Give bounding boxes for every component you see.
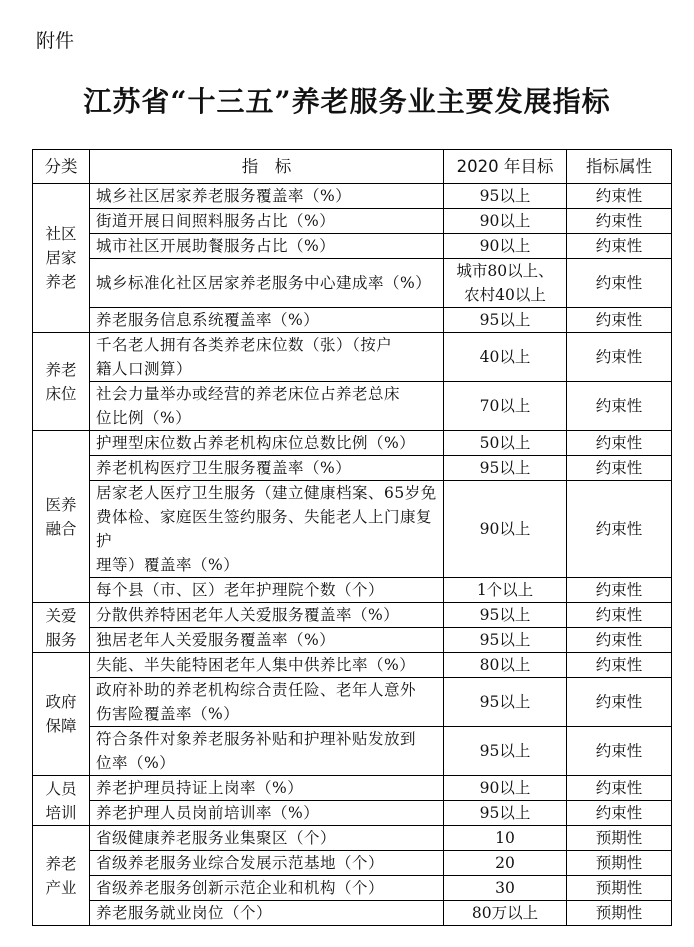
indicator-cell: 符合条件对象养老服务补贴和护理补贴发放到 位率（%）: [90, 727, 444, 776]
indicator-cell: 养老护理员持证上岗率（%）: [90, 776, 444, 801]
attribute-cell: 约束性: [567, 234, 672, 259]
table-row: [33, 826, 672, 851]
target-cell: 90以上: [444, 234, 567, 259]
table-row: [33, 259, 672, 308]
indicator-cell: 街道开展日间照料服务占比（%）: [90, 209, 444, 234]
indicator-cell: 养老机构医疗卫生服务覆盖率（%）: [90, 456, 444, 481]
target-cell: 95以上: [444, 801, 567, 826]
attribute-cell: 约束性: [567, 727, 672, 776]
attribute-cell: 约束性: [567, 578, 672, 603]
indicator-cell: 每个县（市、区）老年护理院个数（个）: [90, 578, 444, 603]
indicator-cell: 省级养老服务创新示范企业和机构（个）: [90, 876, 444, 901]
attribute-cell: 约束性: [567, 431, 672, 456]
target-cell: 90以上: [444, 481, 567, 578]
target-cell: 80以上: [444, 653, 567, 678]
table-row: [33, 653, 672, 678]
indicator-cell: 社会力量举办或经营的养老床位占养老总床 位比例（%）: [90, 382, 444, 431]
attribute-cell: 预期性: [567, 851, 672, 876]
target-cell: 城市80以上、 农村40以上: [444, 259, 567, 308]
table-row: [33, 308, 672, 333]
target-cell: 95以上: [444, 603, 567, 628]
target-cell: 50以上: [444, 431, 567, 456]
target-cell: 95以上: [444, 308, 567, 333]
attribute-cell: 预期性: [567, 826, 672, 851]
table-row: [33, 481, 672, 578]
category-cell: 养老 床位: [33, 333, 90, 431]
category-cell: 人员 培训: [33, 776, 90, 826]
attribute-cell: 约束性: [567, 333, 672, 382]
indicator-cell: 城市社区开展助餐服务占比（%）: [90, 234, 444, 259]
table-row: [33, 431, 672, 456]
target-cell: 40以上: [444, 333, 567, 382]
target-cell: 10: [444, 826, 567, 851]
category-cell: 社区 居家 养老: [33, 184, 90, 333]
attribute-cell: 约束性: [567, 603, 672, 628]
target-cell: 95以上: [444, 727, 567, 776]
category-cell: 政府 保障: [33, 653, 90, 776]
header-category: 分类: [33, 150, 90, 184]
table-row: [33, 209, 672, 234]
table-row: [33, 727, 672, 776]
table-row: [33, 776, 672, 801]
target-cell: 90以上: [444, 776, 567, 801]
table-row: [33, 901, 672, 926]
indicator-cell: 护理型床位数占养老机构床位总数比例（%）: [90, 431, 444, 456]
attribute-cell: 约束性: [567, 184, 672, 209]
indicator-cell: 省级养老服务业综合发展示范基地（个）: [90, 851, 444, 876]
indicator-cell: 城乡标准化社区居家养老服务中心建成率（%）: [90, 259, 444, 308]
target-cell: 90以上: [444, 209, 567, 234]
attribute-cell: 约束性: [567, 382, 672, 431]
indicator-cell: 居家老人医疗卫生服务（建立健康档案、65岁免 费体检、家庭医生签约服务、失能老人上门康复护 理等）覆盖率（%）: [90, 481, 444, 578]
target-cell: 80万以上: [444, 901, 567, 926]
table-row: [33, 578, 672, 603]
table-row: [33, 603, 672, 628]
indicator-cell: 千名老人拥有各类养老床位数（张）（按户 籍人口测算）: [90, 333, 444, 382]
table-row: [33, 851, 672, 876]
attribute-cell: 预期性: [567, 901, 672, 926]
table-row: [33, 628, 672, 653]
attribute-cell: 约束性: [567, 776, 672, 801]
attribute-cell: 约束性: [567, 628, 672, 653]
table-row: [33, 678, 672, 727]
target-cell: 95以上: [444, 456, 567, 481]
attribute-cell: 约束性: [567, 456, 672, 481]
target-cell: 1个以上: [444, 578, 567, 603]
attribute-cell: 约束性: [567, 653, 672, 678]
table-header-row: [33, 150, 672, 184]
indicator-cell: 分散供养特困老年人关爱服务覆盖率（%）: [90, 603, 444, 628]
attribute-cell: 约束性: [567, 209, 672, 234]
indicator-cell: 养老服务信息系统覆盖率（%）: [90, 308, 444, 333]
header-target: 2020 年目标: [444, 150, 567, 184]
category-cell: 医养 融合: [33, 431, 90, 603]
table-row: [33, 801, 672, 826]
category-cell: 养老 产业: [33, 826, 90, 926]
attachment-label: 附件: [36, 30, 75, 52]
attribute-cell: 约束性: [567, 801, 672, 826]
attribute-cell: 预期性: [567, 876, 672, 901]
table-row: [33, 184, 672, 209]
indicator-cell: 失能、半失能特困老年人集中供养比率（%）: [90, 653, 444, 678]
indicator-cell: 养老护理人员岗前培训率（%）: [90, 801, 444, 826]
attribute-cell: 约束性: [567, 481, 672, 578]
table-row: [33, 456, 672, 481]
table-body: [33, 184, 672, 926]
table-row: [33, 876, 672, 901]
indicator-table: [32, 149, 672, 926]
indicator-cell: 城乡社区居家养老服务覆盖率（%）: [90, 184, 444, 209]
header-attribute: 指标属性: [567, 150, 672, 184]
target-cell: 95以上: [444, 678, 567, 727]
target-cell: 30: [444, 876, 567, 901]
indicator-cell: 养老服务就业岗位（个）: [90, 901, 444, 926]
target-cell: 20: [444, 851, 567, 876]
table-row: [33, 333, 672, 382]
header-indicator: 指 标: [90, 150, 444, 184]
indicator-cell: 独居老年人关爱服务覆盖率（%）: [90, 628, 444, 653]
target-cell: 95以上: [444, 184, 567, 209]
table-row: [33, 382, 672, 431]
document-title: 江苏省“十三五”养老服务业主要发展指标: [83, 85, 611, 118]
indicator-cell: 省级健康养老服务业集聚区（个）: [90, 826, 444, 851]
table-row: [33, 234, 672, 259]
attribute-cell: 约束性: [567, 308, 672, 333]
attribute-cell: 约束性: [567, 678, 672, 727]
target-cell: 70以上: [444, 382, 567, 431]
target-cell: 95以上: [444, 628, 567, 653]
attribute-cell: 约束性: [567, 259, 672, 308]
category-cell: 关爱 服务: [33, 603, 90, 653]
indicator-cell: 政府补助的养老机构综合责任险、老年人意外 伤害险覆盖率（%）: [90, 678, 444, 727]
